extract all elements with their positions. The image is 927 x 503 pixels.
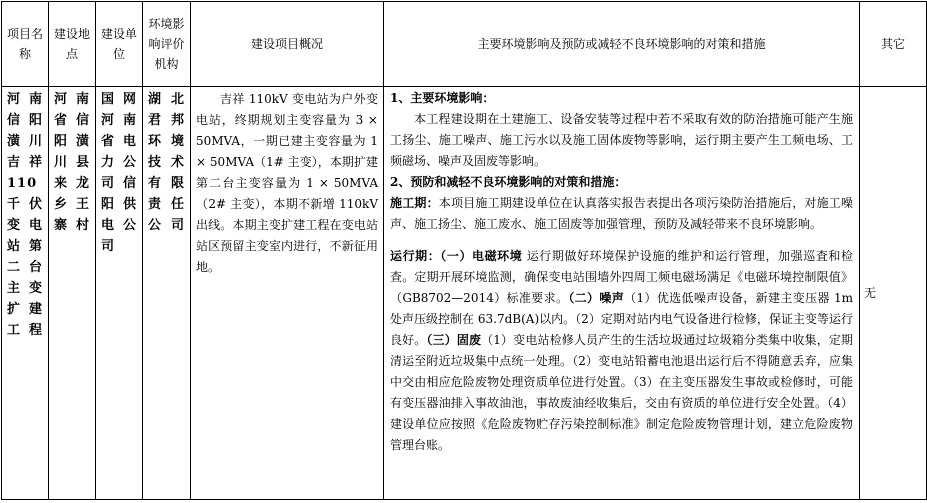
eia-summary-table — [1, 1, 927, 500]
noise-label: （二）噪声 — [568, 291, 625, 305]
header-project-name: 项目名称 — [2, 2, 49, 87]
waste-text: （1）变电站检修人员产生的生活垃圾通过垃圾箱分类集中收集，定期清运至附近垃圾集中点统一处理。（2）变电站铅蓄电池退出运行后不得随意丢弃，应集中交由相应危险废物处理资质单位进行处置。（3）在主变压器发生事故或检修时，可能有变压器油排入事故油池，事故废油经收集后，交由有资质的单位进行安全处置。（4）建设单位应按照《危险废物贮存污染控制标准》制定危险废物管理计划，建立危险废物管理台账。 — [390, 333, 853, 452]
measures-heading-1: 1、主要环境影响： — [390, 91, 495, 105]
construction-text: 本项目施工期建设单位在认真落实报告表提出各项污染防治措施后，对施工噪声、施工扬尘、施工废水、施工固废等加强管理，预防及减轻带来不良环境影响。 — [390, 196, 853, 231]
em-text: 运行期做好环境保护设施的维护和运行管理，加强巡査和检查。定期开展环境监测，确保变电站围墙外四周工频电磁场满足《电磁环境控制限值》（GB8702—2014）标准要求。 — [390, 249, 853, 305]
header-eia-org: 环境影响评价机构 — [143, 2, 191, 87]
header-row — [2, 2, 927, 87]
header-other: 其它 — [860, 2, 927, 87]
table-row — [2, 87, 927, 500]
cell-overview: 吉祥 110kV 变电站为户外变电站，终期规划主变容量为 3 × 50MVA，一期已建主变容量为 1 × 50MVA（1# 主变），本期扩建第二台主变容量为 1 × 50MVA（2# 主变），本期不新增 110kV 出线。本期主变扩建工程在变电站站区预留主变室内进行，不新征用地。 — [191, 87, 384, 500]
operation-label: 运行期： — [390, 249, 441, 263]
measures-impact-text: 本工程建设期在土建施工、设备安装等过程中若不采取有效的防治措施可能产生施工扬尘、施工噪声、施工污水以及施工固体废物等影响，运行期主要产生工频电场、工频磁场、噪声及固废等影响。 — [390, 112, 853, 168]
construction-label: 施工期： — [390, 196, 439, 210]
cell-project-name: 河南信阳潢川吉祥110千伏变电站第二台主变扩建工程 — [2, 87, 49, 500]
measures-construction — [390, 193, 853, 235]
cell-eia-org: 湖北君邦环境技术有限责任公司 — [143, 87, 191, 500]
cell-other: 无 — [860, 87, 927, 500]
header-unit: 建设单位 — [96, 2, 143, 87]
header-location: 建设地点 — [49, 2, 96, 87]
measures-heading-2: 2、预防和减轻不良环境影响的对策和措施： — [390, 175, 627, 189]
measures-operation — [390, 246, 853, 456]
header-measures: 主要环境影响及预防或减轻不良环境影响的对策和措施 — [384, 2, 860, 87]
em-label: （一）电磁环境 — [440, 249, 523, 263]
cell-measures — [384, 87, 860, 500]
spacer — [390, 235, 853, 246]
waste-label: （三）固废 — [426, 333, 482, 347]
header-overview: 建设项目概况 — [191, 2, 384, 87]
noise-text: （1）优选低噪声设备，新建主变压器 1m 处声压级控制在 63.7dB(A)以内。（2）定期对站内电气设备进行检修，保证主变等运行良好。 — [390, 291, 853, 347]
cell-location: 河南省信阳潢川县来龙乡王寨村 — [49, 87, 96, 500]
cell-unit: 国网河南省电力公司信阳供电公司 — [96, 87, 143, 500]
